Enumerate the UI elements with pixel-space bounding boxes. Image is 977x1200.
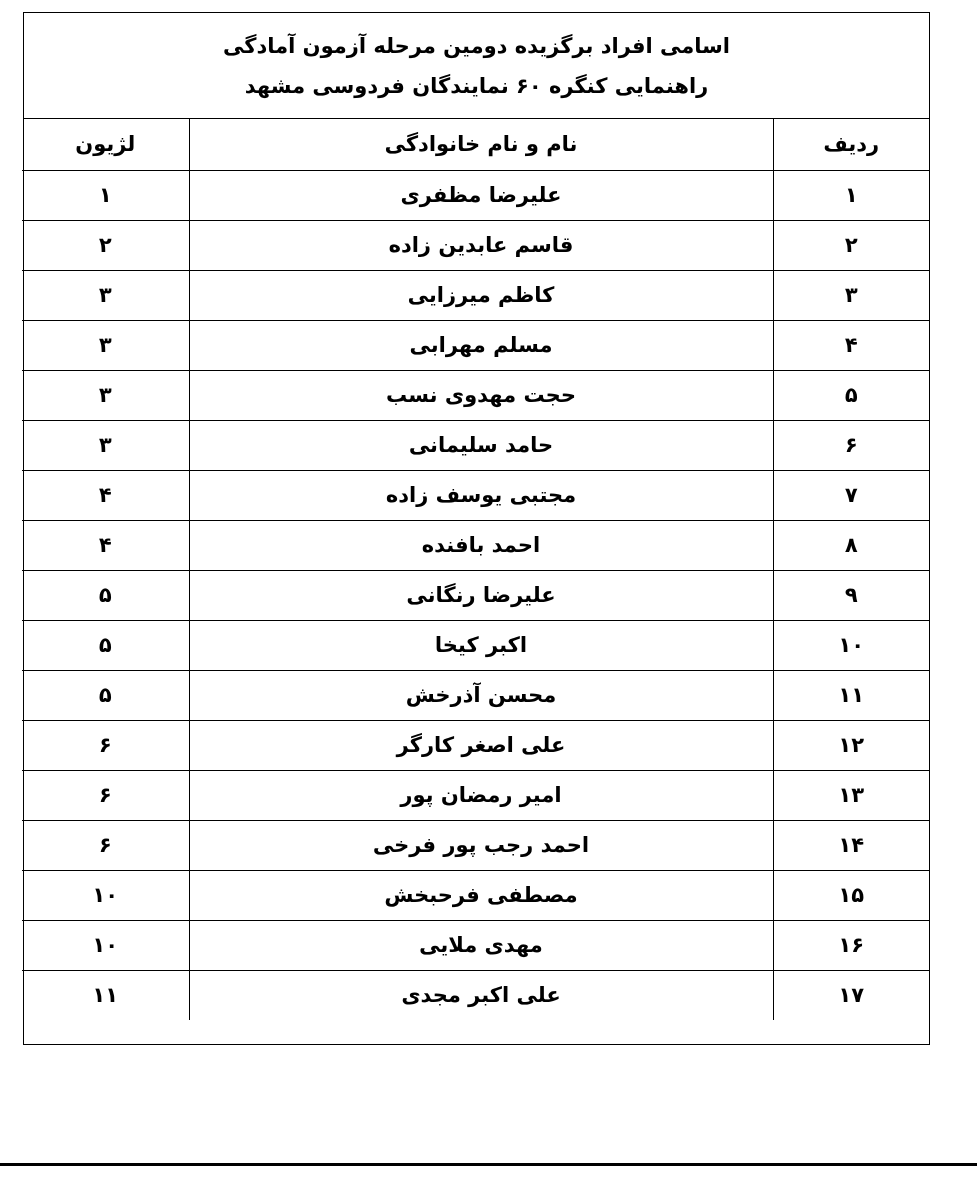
title-line-2: راهنمایی کنگره ۶۰ نمایندگان فردوسی مشهد [244,73,709,98]
table-header-row [22,119,929,170]
full-name-cell: مجتبی یوسف زاده [189,470,773,520]
full-name-cell: مسلم مهرابی [189,320,773,370]
full-name-cell: قاسم عابدین زاده [189,220,773,270]
legion-cell: ۶ [22,820,189,870]
row-number-cell: ۱۲ [773,720,929,770]
row-number-cell: ۶ [773,420,929,470]
full-name-cell: حجت مهدوی نسب [189,370,773,420]
legion-cell: ۵ [22,570,189,620]
full-name-cell: احمد رجب پور فرخی [189,820,773,870]
legion-cell: ۶ [22,770,189,820]
row-number-cell: ۱۴ [773,820,929,870]
header-full-name: نام و نام خانوادگی [189,119,773,170]
full-name-cell: اکبر کیخا [189,620,773,670]
table-row [22,470,929,520]
legion-cell: ۳ [22,370,189,420]
table-row [22,570,929,620]
full-name-cell: مصطفی فرحبخش [189,870,773,920]
header-legion: لژیون [22,119,189,170]
title-block [24,13,929,119]
legion-cell: ۱۰ [22,920,189,970]
results-table [22,119,929,1020]
legion-cell: ۴ [22,470,189,520]
table-body [22,170,929,1020]
row-number-cell: ۱۱ [773,670,929,720]
title-line-1: اسامی افراد برگزیده دومین مرحله آزمون آمادگی [223,33,730,58]
legion-cell: ۵ [22,670,189,720]
full-name-cell: کاظم میرزایی [189,270,773,320]
row-number-cell: ۱۶ [773,920,929,970]
row-number-cell: ۲ [773,220,929,270]
full-name-cell: حامد سلیمانی [189,420,773,470]
row-number-cell: ۹ [773,570,929,620]
full-name-cell: علی اکبر مجدی [189,970,773,1020]
legion-cell: ۳ [22,420,189,470]
row-number-cell: ۱۰ [773,620,929,670]
legion-cell: ۱ [22,170,189,220]
row-number-cell: ۸ [773,520,929,570]
full-name-cell: محسن آذرخش [189,670,773,720]
table-row [22,220,929,270]
table-row [22,720,929,770]
bottom-divider [0,1163,977,1166]
legion-cell: ۵ [22,620,189,670]
table-row [22,770,929,820]
table-row [22,170,929,220]
full-name-cell: مهدی ملایی [189,920,773,970]
table-row [22,370,929,420]
table-row [22,270,929,320]
row-number-cell: ۴ [773,320,929,370]
full-name-cell: علی اصغر کارگر [189,720,773,770]
legion-cell: ۶ [22,720,189,770]
legion-cell: ۳ [22,270,189,320]
legion-cell: ۱۱ [22,970,189,1020]
table-row [22,670,929,720]
legion-cell: ۱۰ [22,870,189,920]
full-name-cell: احمد بافنده [189,520,773,570]
table-row [22,320,929,370]
legion-cell: ۴ [22,520,189,570]
row-number-cell: ۱۳ [773,770,929,820]
header-row-number: ردیف [773,119,929,170]
table-row [22,920,929,970]
table-row [22,420,929,470]
full-name-cell: علیرضا رنگانی [189,570,773,620]
table-row [22,820,929,870]
full-name-cell: علیرضا مظفری [189,170,773,220]
table-row [22,970,929,1020]
row-number-cell: ۷ [773,470,929,520]
row-number-cell: ۵ [773,370,929,420]
legion-cell: ۳ [22,320,189,370]
table-row [22,870,929,920]
table-row [22,520,929,570]
legion-cell: ۲ [22,220,189,270]
full-name-cell: امیر رمضان پور [189,770,773,820]
row-number-cell: ۱۵ [773,870,929,920]
row-number-cell: ۳ [773,270,929,320]
row-number-cell: ۱۷ [773,970,929,1020]
results-sheet [23,12,930,1045]
table-row [22,620,929,670]
row-number-cell: ۱ [773,170,929,220]
